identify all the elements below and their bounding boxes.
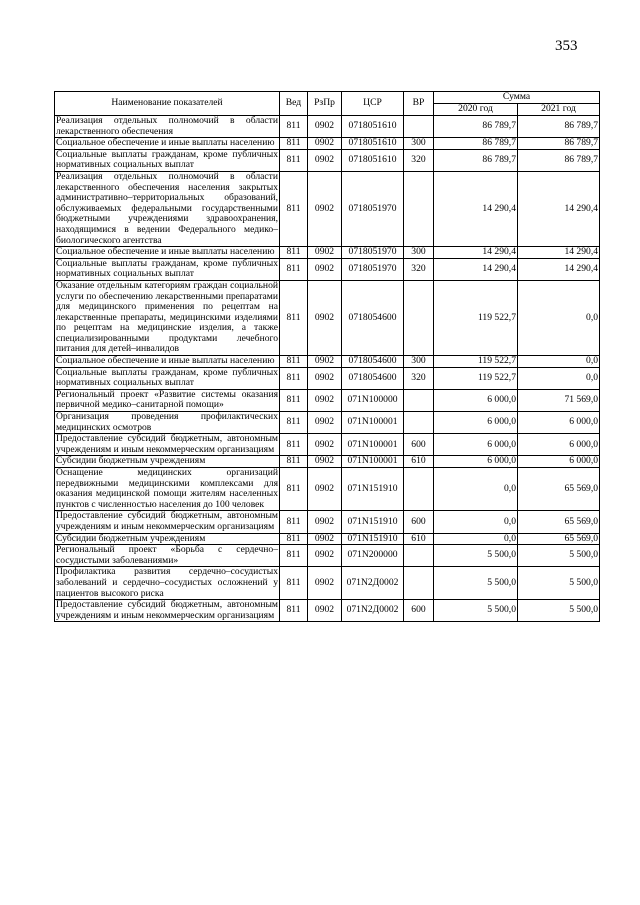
cell-csr: 071N200000 (342, 545, 404, 567)
cell-2020: 5 500,0 (434, 567, 518, 600)
cell-2020: 119 522,7 (434, 280, 518, 355)
cell-2021: 0,0 (518, 356, 600, 368)
cell-rzpr: 0902 (308, 138, 342, 150)
cell-2021: 5 500,0 (518, 567, 600, 600)
table-row (55, 434, 600, 456)
table-row (55, 356, 600, 368)
cell-2020: 86 789,7 (434, 116, 518, 138)
table-row (55, 567, 600, 600)
cell-name: Региональный проект «Борьба с сердечно–сосудистыми заболеваниями» (56, 544, 278, 566)
cell-vr (404, 280, 434, 355)
table-row (55, 511, 600, 533)
cell-rzpr: 0902 (308, 456, 342, 468)
cell-2020: 14 290,4 (434, 171, 518, 246)
cell-2021: 86 789,7 (518, 149, 600, 171)
cell-2020: 6 000,0 (434, 434, 518, 456)
cell-csr: 071N100000 (342, 389, 404, 411)
cell-name: Региональный проект «Развитие системы оказания первичной медико–санитарной помощи» (56, 388, 278, 411)
cell-name: Реализация отдельных полномочий в области лекарственного обеспечения населения закрытых административно–территориальных образований, обслуживаемых федеральными государственными бюджетными учреждениями здравоохранения, находящимися в ведении Федерального медико–биологического агентства (56, 170, 278, 246)
cell-2021: 71 569,0 (518, 389, 600, 411)
cell-2021: 65 569,0 (518, 468, 600, 511)
table-row (55, 116, 600, 138)
cell-name: Субсидии бюджетным учреждениям (55, 533, 280, 545)
page-number: 353 (555, 38, 578, 54)
cell-ved: 811 (280, 247, 308, 259)
header-ved: Вед (280, 92, 308, 116)
cell-rzpr: 0902 (308, 171, 342, 246)
cell-csr: 071N100001 (342, 412, 404, 434)
cell-2021: 0,0 (518, 280, 600, 355)
table-body (55, 116, 600, 622)
cell-2021: 65 569,0 (518, 511, 600, 533)
cell-name: Социальные выплаты гражданам, кроме публичных нормативных социальных выплат (56, 366, 278, 389)
cell-ved: 811 (280, 280, 308, 355)
cell-rzpr: 0902 (308, 412, 342, 434)
table-row (55, 138, 600, 150)
cell-rzpr: 0902 (308, 116, 342, 138)
cell-ved: 811 (280, 171, 308, 246)
cell-rzpr: 0902 (308, 600, 342, 622)
cell-name: Социальное обеспечение и иные выплаты населению (55, 247, 280, 259)
cell-vr: 300 (404, 138, 434, 150)
cell-2020: 86 789,7 (434, 149, 518, 171)
cell-csr: 0718051610 (342, 138, 404, 150)
table-row (55, 258, 600, 280)
cell-ved: 811 (280, 356, 308, 368)
table-row (55, 412, 600, 434)
cell-vr: 300 (404, 247, 434, 259)
cell-vr: 600 (404, 600, 434, 622)
cell-ved: 811 (280, 468, 308, 511)
table-row (55, 280, 600, 355)
cell-2020: 14 290,4 (434, 247, 518, 259)
cell-ved: 811 (280, 116, 308, 138)
cell-vr: 610 (404, 456, 434, 468)
header-vr: ВР (404, 92, 434, 116)
cell-csr: 071N2Д0002 (342, 567, 404, 600)
cell-2020: 6 000,0 (434, 456, 518, 468)
cell-ved: 811 (280, 533, 308, 545)
cell-name: Организация проведения профилактических медицинских осмотров (56, 411, 278, 433)
cell-vr (404, 389, 434, 411)
cell-2020: 119 522,7 (434, 356, 518, 368)
cell-vr: 300 (404, 356, 434, 368)
cell-rzpr: 0902 (308, 356, 342, 368)
cell-vr: 320 (404, 367, 434, 389)
cell-vr (404, 567, 434, 600)
table-row (55, 456, 600, 468)
cell-rzpr: 0902 (308, 280, 342, 355)
cell-rzpr: 0902 (308, 533, 342, 545)
cell-rzpr: 0902 (308, 434, 342, 456)
cell-name: Социальное обеспечение и иные выплаты населению (55, 138, 280, 150)
cell-2021: 86 789,7 (518, 138, 600, 150)
cell-name: Оказание отдельным категориям граждан социальной услуги по обеспечению лекарственными препаратами для медицинского применения по рецептам на лекарственные препараты, медицинскими изделиями по рецептам на медицинские изделия, а также специализированными продуктами лечебного питания для детей–инвалидов (56, 279, 278, 355)
cell-ved: 811 (280, 149, 308, 171)
cell-ved: 811 (280, 600, 308, 622)
cell-ved: 811 (280, 456, 308, 468)
cell-vr: 320 (404, 258, 434, 280)
table-row (55, 533, 600, 545)
cell-csr: 0718051970 (342, 258, 404, 280)
cell-rzpr: 0902 (308, 258, 342, 280)
cell-ved: 811 (280, 389, 308, 411)
cell-ved: 811 (280, 511, 308, 533)
cell-rzpr: 0902 (308, 511, 342, 533)
cell-2021: 6 000,0 (518, 434, 600, 456)
cell-csr: 0718051970 (342, 247, 404, 259)
cell-name: Оснащение медицинских организаций передвижными медицинскими комплексами для оказания медицинской помощи жителям населенных пунктов с численностью населения до 100 человек (56, 467, 278, 510)
header-name: Наименование показателей (55, 92, 280, 116)
table-row (55, 468, 600, 511)
cell-2020: 119 522,7 (434, 367, 518, 389)
header-sum: Сумма (434, 92, 600, 104)
cell-ved: 811 (280, 412, 308, 434)
cell-csr: 0718051970 (342, 171, 404, 246)
cell-csr: 0718051610 (342, 149, 404, 171)
cell-csr: 071N151910 (342, 511, 404, 533)
cell-2021: 6 000,0 (518, 456, 600, 468)
cell-2021: 5 500,0 (518, 600, 600, 622)
cell-name: Социальные выплаты гражданам, кроме публичных нормативных социальных выплат (56, 148, 278, 171)
cell-csr: 071N2Д0002 (342, 600, 404, 622)
cell-rzpr: 0902 (308, 247, 342, 259)
cell-2020: 5 500,0 (434, 600, 518, 622)
table-row (55, 367, 600, 389)
cell-2021: 0,0 (518, 367, 600, 389)
header-year-2021: 2021 год (518, 104, 600, 116)
cell-csr: 0718051610 (342, 116, 404, 138)
cell-2021: 14 290,4 (518, 258, 600, 280)
cell-ved: 811 (280, 258, 308, 280)
table-row (55, 600, 600, 622)
cell-ved: 811 (280, 545, 308, 567)
cell-ved: 811 (280, 367, 308, 389)
cell-ved: 811 (280, 138, 308, 150)
cell-2020: 0,0 (434, 511, 518, 533)
cell-name: Социальные выплаты гражданам, кроме публичных нормативных социальных выплат (56, 257, 278, 280)
cell-csr: 071N151910 (342, 468, 404, 511)
cell-csr: 071N100001 (342, 456, 404, 468)
cell-2021: 14 290,4 (518, 171, 600, 246)
header-year-2020: 2020 год (434, 104, 518, 116)
cell-vr: 600 (404, 511, 434, 533)
table-row (55, 389, 600, 411)
cell-name: Субсидии бюджетным учреждениям (55, 456, 280, 468)
cell-rzpr: 0902 (308, 149, 342, 171)
cell-csr: 071N151910 (342, 533, 404, 545)
cell-vr: 610 (404, 533, 434, 545)
cell-2020: 14 290,4 (434, 258, 518, 280)
cell-ved: 811 (280, 434, 308, 456)
budget-table (54, 91, 600, 622)
cell-vr (404, 412, 434, 434)
cell-vr: 320 (404, 149, 434, 171)
cell-csr: 0718054600 (342, 356, 404, 368)
cell-2021: 14 290,4 (518, 247, 600, 259)
cell-vr (404, 468, 434, 511)
cell-csr: 071N100001 (342, 434, 404, 456)
cell-ved: 811 (280, 567, 308, 600)
header-rzpr: РзПр (308, 92, 342, 116)
cell-rzpr: 0902 (308, 567, 342, 600)
cell-name: Социальное обеспечение и иные выплаты населению (55, 356, 280, 368)
cell-csr: 0718054600 (342, 367, 404, 389)
table-row (55, 149, 600, 171)
table-row (55, 545, 600, 567)
cell-2020: 0,0 (434, 533, 518, 545)
cell-2020: 5 500,0 (434, 545, 518, 567)
cell-2021: 6 000,0 (518, 412, 600, 434)
cell-2020: 6 000,0 (434, 389, 518, 411)
cell-rzpr: 0902 (308, 367, 342, 389)
cell-name: Предоставление субсидий бюджетным, автономным учреждениям и иным некоммерческим организациям (56, 510, 278, 532)
cell-name: Предоставление субсидий бюджетным, автономным учреждениям и иным некоммерческим организациям (56, 433, 278, 455)
cell-2021: 65 569,0 (518, 533, 600, 545)
cell-2020: 0,0 (434, 468, 518, 511)
cell-name: Предоставление субсидий бюджетным, автономным учреждениям и иным некоммерческим организациям (56, 599, 278, 621)
cell-rzpr: 0902 (308, 389, 342, 411)
header-csr: ЦСР (342, 92, 404, 116)
cell-csr: 0718054600 (342, 280, 404, 355)
cell-vr: 600 (404, 434, 434, 456)
cell-vr (404, 171, 434, 246)
cell-2021: 86 789,7 (518, 116, 600, 138)
cell-2020: 86 789,7 (434, 138, 518, 150)
cell-rzpr: 0902 (308, 545, 342, 567)
cell-vr (404, 116, 434, 138)
table-row (55, 247, 600, 259)
cell-2021: 5 500,0 (518, 545, 600, 567)
cell-2020: 6 000,0 (434, 412, 518, 434)
cell-name: Профилактика развития сердечно–сосудистых заболеваний и сердечно–сосудистых осложнений у пациентов высокого риска (56, 566, 278, 599)
cell-vr (404, 545, 434, 567)
table-row (55, 171, 600, 246)
cell-rzpr: 0902 (308, 468, 342, 511)
cell-name: Реализация отдельных полномочий в области лекарственного обеспечения (56, 115, 278, 137)
